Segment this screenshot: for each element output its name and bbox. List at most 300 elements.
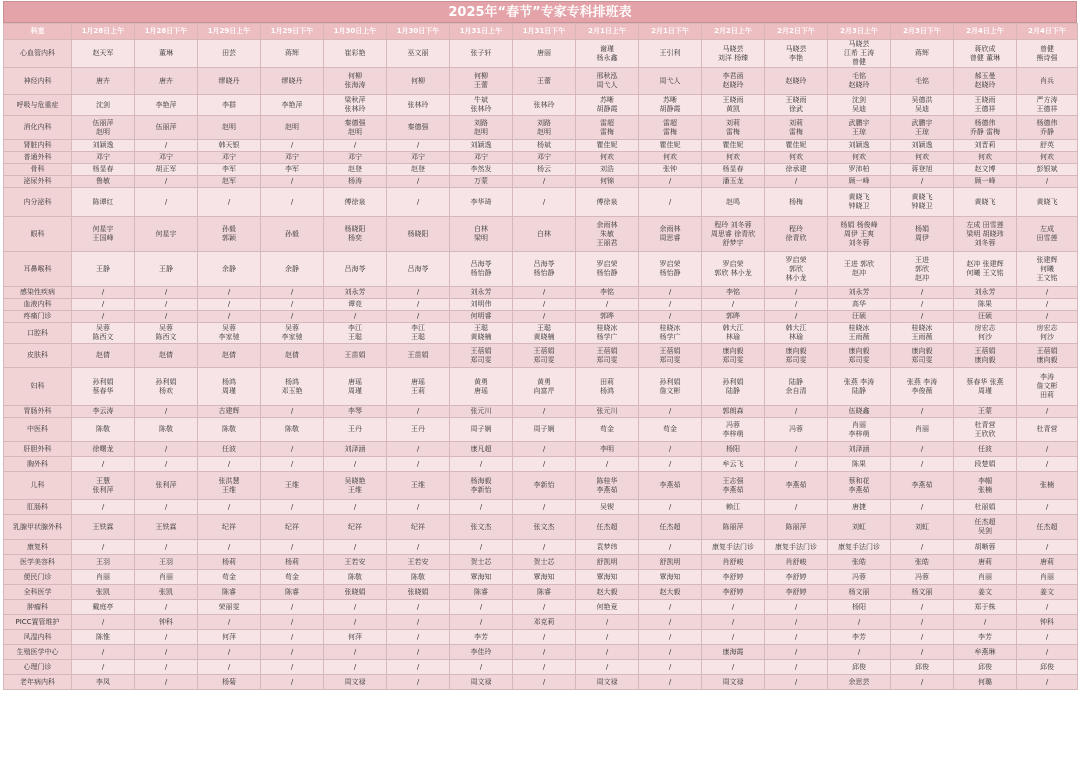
doctor-cell: / bbox=[450, 600, 513, 615]
doctor-cell: 何欢 bbox=[576, 152, 639, 164]
doctor-cell: / bbox=[387, 299, 450, 311]
department-name: 神经内科 bbox=[4, 68, 72, 95]
department-name: 消化内科 bbox=[4, 116, 72, 140]
doctor-cell: 桂晓冰 王雨薇 bbox=[891, 323, 954, 344]
doctor-cell: 邓宁 bbox=[198, 152, 261, 164]
doctor-cell: 邓宁 bbox=[261, 152, 324, 164]
doctor-cell: / bbox=[702, 660, 765, 675]
doctor-cell: / bbox=[765, 311, 828, 323]
sheet-title: 2025年“春节”专家专科排班表 bbox=[3, 1, 1077, 23]
doctor-cell: 韩大江 林瑜 bbox=[765, 323, 828, 344]
doctor-cell: / bbox=[891, 630, 954, 645]
doctor-cell: 李新怡 bbox=[513, 472, 576, 500]
doctor-cell: 唐丽 bbox=[513, 40, 576, 68]
doctor-cell: 李华琦 bbox=[450, 188, 513, 217]
doctor-cell: 秦德强 bbox=[387, 116, 450, 140]
doctor-cell: 苟金 bbox=[576, 418, 639, 442]
doctor-cell: 赵倩 bbox=[72, 344, 135, 368]
doctor-cell: 唐捷 bbox=[828, 500, 891, 515]
doctor-cell: 周弋人 bbox=[639, 68, 702, 95]
doctor-cell: / bbox=[513, 675, 576, 690]
department-name: 心理门诊 bbox=[4, 660, 72, 675]
department-name: 老年病内科 bbox=[4, 675, 72, 690]
doctor-cell: / bbox=[639, 660, 702, 675]
doctor-cell: 袁梦纬 bbox=[576, 540, 639, 555]
column-header-session: 2月3日上午 bbox=[828, 24, 891, 40]
doctor-cell: 刘路 赵明 bbox=[450, 116, 513, 140]
doctor-cell: 杨菊 bbox=[198, 675, 261, 690]
department-name: 风湿内科 bbox=[4, 630, 72, 645]
doctor-cell: / bbox=[261, 457, 324, 472]
table-row bbox=[4, 116, 1078, 140]
doctor-cell: 张皓 bbox=[828, 555, 891, 570]
doctor-cell: 何欢 bbox=[639, 152, 702, 164]
table-row bbox=[4, 140, 1078, 152]
department-name: 胃肠外科 bbox=[4, 406, 72, 418]
doctor-cell: 王蕾 bbox=[513, 68, 576, 95]
doctor-cell: / bbox=[513, 540, 576, 555]
doctor-cell: 戴庭亭 bbox=[72, 600, 135, 615]
doctor-cell: / bbox=[891, 311, 954, 323]
doctor-cell: 舒凯明 bbox=[639, 555, 702, 570]
doctor-cell: 康向毅 郑司雯 bbox=[828, 344, 891, 368]
table-row bbox=[4, 600, 1078, 615]
table-row bbox=[4, 176, 1078, 188]
doctor-cell: 黄勇 向富芹 bbox=[513, 368, 576, 406]
doctor-cell: 赵倩 bbox=[135, 344, 198, 368]
doctor-cell: 李凤 bbox=[72, 675, 135, 690]
doctor-cell: 刘路 赵明 bbox=[513, 116, 576, 140]
doctor-cell: 何星宇 bbox=[135, 217, 198, 252]
doctor-cell: 苟金 bbox=[198, 570, 261, 585]
doctor-cell: 蒋辉 bbox=[261, 40, 324, 68]
doctor-cell: 余静 bbox=[261, 252, 324, 287]
doctor-cell: 赵天军 bbox=[72, 40, 135, 68]
doctor-cell: / bbox=[891, 600, 954, 615]
table-row bbox=[4, 500, 1078, 515]
doctor-cell: 张元川 bbox=[576, 406, 639, 418]
doctor-cell: 覃海知 bbox=[639, 570, 702, 585]
doctor-cell: / bbox=[261, 299, 324, 311]
doctor-cell: / bbox=[387, 645, 450, 660]
doctor-cell: 赵冲 张建辉 何曦 王文铭 bbox=[954, 252, 1017, 287]
doctor-cell: / bbox=[198, 645, 261, 660]
table-row bbox=[4, 645, 1078, 660]
doctor-cell: / bbox=[513, 457, 576, 472]
doctor-cell: 赖江 bbox=[702, 500, 765, 515]
doctor-cell: / bbox=[387, 188, 450, 217]
doctor-cell: 王维 bbox=[261, 472, 324, 500]
doctor-cell: 王铁霖 bbox=[135, 515, 198, 540]
column-header-session: 1月31日下午 bbox=[513, 24, 576, 40]
doctor-cell: / bbox=[72, 645, 135, 660]
doctor-cell: 赵明 bbox=[261, 116, 324, 140]
column-header-session: 1月30日下午 bbox=[387, 24, 450, 40]
doctor-cell: / bbox=[198, 188, 261, 217]
doctor-cell: 蒋登旭 bbox=[891, 164, 954, 176]
doctor-cell: 伍丽萍 赵明 bbox=[72, 116, 135, 140]
doctor-cell: 吴蓉 李家驰 bbox=[261, 323, 324, 344]
doctor-cell: 汪硕 bbox=[954, 311, 1017, 323]
doctor-cell: 邱俊 bbox=[891, 660, 954, 675]
department-name: 肛肠科 bbox=[4, 500, 72, 515]
doctor-cell: 李帼 张楠 bbox=[954, 472, 1017, 500]
table-row bbox=[4, 344, 1078, 368]
doctor-cell: 瞿佳妮 bbox=[639, 140, 702, 152]
department-name: 儿科 bbox=[4, 472, 72, 500]
department-name: 肝胆外科 bbox=[4, 442, 72, 457]
table-row bbox=[4, 570, 1078, 585]
doctor-cell: 吕海苓 杨怡静 bbox=[450, 252, 513, 287]
doctor-cell: 康复手法门诊 bbox=[828, 540, 891, 555]
doctor-cell: / bbox=[324, 600, 387, 615]
doctor-cell: 张钟 bbox=[639, 164, 702, 176]
doctor-cell: 王蓓娟 郑司雯 bbox=[513, 344, 576, 368]
doctor-cell: 韩大江 林瑜 bbox=[702, 323, 765, 344]
doctor-cell: 邢秋泓 周弋人 bbox=[576, 68, 639, 95]
doctor-cell: 肖丽 bbox=[72, 570, 135, 585]
doctor-cell: 陈敬 bbox=[72, 418, 135, 442]
doctor-cell: / bbox=[954, 615, 1017, 630]
doctor-cell: 刘颖逸 bbox=[828, 140, 891, 152]
schedule-sheet bbox=[3, 1, 1077, 771]
doctor-cell: 刘泽涵 bbox=[828, 442, 891, 457]
doctor-cell: / bbox=[1017, 675, 1078, 690]
doctor-cell: 刘永芳 bbox=[954, 287, 1017, 299]
department-name: 呼吸与危重症 bbox=[4, 95, 72, 116]
doctor-cell: 杜青营 王欣欣 bbox=[954, 418, 1017, 442]
doctor-cell: 杜青营 bbox=[1017, 418, 1078, 442]
doctor-cell: / bbox=[891, 287, 954, 299]
doctor-cell: / bbox=[1017, 630, 1078, 645]
doctor-cell: 雷超 雷梅 bbox=[639, 116, 702, 140]
doctor-cell: 谭竞 bbox=[324, 299, 387, 311]
doctor-cell: 李江 王聪 bbox=[324, 323, 387, 344]
doctor-cell: 左成 田雪莲 bbox=[1017, 217, 1078, 252]
table-row bbox=[4, 188, 1078, 217]
doctor-cell: 周文禄 bbox=[576, 675, 639, 690]
doctor-cell: / bbox=[1017, 645, 1078, 660]
doctor-cell: 康向毅 郑司雯 bbox=[702, 344, 765, 368]
doctor-cell: / bbox=[891, 457, 954, 472]
doctor-cell: 徐曙龙 bbox=[72, 442, 135, 457]
doctor-cell: 李燕茹 bbox=[891, 472, 954, 500]
doctor-cell: 刘莉 雷梅 bbox=[765, 116, 828, 140]
doctor-cell: 吴锲 bbox=[576, 500, 639, 515]
doctor-cell: 孙利娟 蔡春华 bbox=[72, 368, 135, 406]
doctor-cell: 黄勇 唐瑶 bbox=[450, 368, 513, 406]
doctor-cell: 赵登 bbox=[324, 164, 387, 176]
doctor-cell: 唐卉 bbox=[72, 68, 135, 95]
doctor-cell: / bbox=[639, 311, 702, 323]
doctor-cell: 姜文 bbox=[1017, 585, 1078, 600]
doctor-cell: / bbox=[765, 299, 828, 311]
doctor-cell: 万蒙 bbox=[450, 176, 513, 188]
doctor-cell: 刘颖逸 bbox=[450, 140, 513, 152]
doctor-cell: / bbox=[765, 615, 828, 630]
doctor-cell: 赵大毅 bbox=[639, 585, 702, 600]
doctor-cell: 王晓雨 黄凯 bbox=[702, 95, 765, 116]
doctor-cell: 崔彩艳 bbox=[324, 40, 387, 68]
doctor-cell: / bbox=[198, 615, 261, 630]
doctor-cell: 左成 田雪莲 梁明 胡晓玮 刘冬蓉 bbox=[954, 217, 1017, 252]
doctor-cell: 杨莉 bbox=[261, 555, 324, 570]
doctor-cell: / bbox=[639, 287, 702, 299]
doctor-cell: / bbox=[72, 540, 135, 555]
doctor-cell: 陈丽萍 bbox=[765, 515, 828, 540]
doctor-cell: / bbox=[1017, 176, 1078, 188]
doctor-cell: 罗启荣 杨怡静 bbox=[576, 252, 639, 287]
column-header-session: 2月4日上午 bbox=[954, 24, 1017, 40]
doctor-cell: 张子轩 bbox=[450, 40, 513, 68]
doctor-cell: 罗启荣 郭欣 林小龙 bbox=[702, 252, 765, 287]
department-name: 全科医学 bbox=[4, 585, 72, 600]
doctor-cell: / bbox=[198, 287, 261, 299]
doctor-cell: / bbox=[576, 457, 639, 472]
doctor-cell: 张林玲 bbox=[387, 95, 450, 116]
doctor-cell: 黄晓飞 钟晓卫 bbox=[891, 188, 954, 217]
doctor-cell: / bbox=[639, 675, 702, 690]
table-row bbox=[4, 675, 1078, 690]
doctor-cell: / bbox=[702, 600, 765, 615]
department-name: 内分泌科 bbox=[4, 188, 72, 217]
doctor-cell: 冯蓉 bbox=[765, 418, 828, 442]
department-name: 感染性疾病 bbox=[4, 287, 72, 299]
doctor-cell: 李军 bbox=[198, 164, 261, 176]
doctor-cell: 杨德伟 乔静 雷梅 bbox=[954, 116, 1017, 140]
doctor-cell: 李艳萍 bbox=[261, 95, 324, 116]
doctor-cell: / bbox=[513, 645, 576, 660]
doctor-cell: 李舒婷 bbox=[765, 585, 828, 600]
doctor-cell: 康复手法门诊 bbox=[702, 540, 765, 555]
doctor-cell: 赵大毅 bbox=[576, 585, 639, 600]
schedule-table bbox=[3, 23, 1078, 690]
doctor-cell: / bbox=[261, 660, 324, 675]
doctor-cell: 王苗娟 bbox=[387, 344, 450, 368]
doctor-cell: 牛斌 张林玲 bbox=[450, 95, 513, 116]
doctor-cell: / bbox=[891, 442, 954, 457]
column-header-session: 2月2日下午 bbox=[765, 24, 828, 40]
doctor-cell: / bbox=[576, 660, 639, 675]
doctor-cell: 周文禄 bbox=[450, 675, 513, 690]
doctor-cell: 何欢 bbox=[954, 152, 1017, 164]
table-row bbox=[4, 406, 1078, 418]
doctor-cell: / bbox=[387, 442, 450, 457]
doctor-cell: / bbox=[324, 645, 387, 660]
table-row bbox=[4, 40, 1078, 68]
doctor-cell: 蒋辉 bbox=[891, 40, 954, 68]
table-row bbox=[4, 95, 1078, 116]
doctor-cell: / bbox=[261, 615, 324, 630]
doctor-cell: / bbox=[324, 140, 387, 152]
table-row bbox=[4, 660, 1078, 675]
table-row bbox=[4, 287, 1078, 299]
doctor-cell: 王进 郭欣 赵冲 bbox=[891, 252, 954, 287]
doctor-cell: / bbox=[891, 675, 954, 690]
doctor-cell: / bbox=[72, 287, 135, 299]
department-name: 泌尿外科 bbox=[4, 176, 72, 188]
doctor-cell: 罗启荣 杨怡静 bbox=[639, 252, 702, 287]
doctor-cell: / bbox=[1017, 600, 1078, 615]
doctor-cell: / bbox=[387, 675, 450, 690]
department-name: 骨科 bbox=[4, 164, 72, 176]
table-row bbox=[4, 540, 1078, 555]
doctor-cell: 潘玉龙 bbox=[702, 176, 765, 188]
doctor-cell: 赵明 bbox=[198, 116, 261, 140]
doctor-cell: 康向毅 郑司雯 bbox=[765, 344, 828, 368]
doctor-cell: 巫文丽 bbox=[387, 40, 450, 68]
doctor-cell: 蔡和花 李燕茹 bbox=[828, 472, 891, 500]
doctor-cell: 李明 bbox=[576, 442, 639, 457]
table-row bbox=[4, 442, 1078, 457]
department-name: 疼痛门诊 bbox=[4, 311, 72, 323]
doctor-cell: 舒英 bbox=[1017, 140, 1078, 152]
doctor-cell: / bbox=[261, 442, 324, 457]
doctor-cell: 徐承建 bbox=[765, 164, 828, 176]
column-header-session: 2月1日下午 bbox=[639, 24, 702, 40]
doctor-cell: 郭晔 bbox=[576, 311, 639, 323]
doctor-cell: / bbox=[135, 660, 198, 675]
doctor-cell: 郭朗森 bbox=[702, 406, 765, 418]
doctor-cell: 吕海苓 杨怡静 bbox=[513, 252, 576, 287]
doctor-cell: 苟金 bbox=[639, 418, 702, 442]
doctor-cell: / bbox=[1017, 442, 1078, 457]
doctor-cell: 张燕 李涛 陆静 bbox=[828, 368, 891, 406]
doctor-cell: / bbox=[387, 311, 450, 323]
doctor-cell: 李群 bbox=[198, 95, 261, 116]
doctor-cell: 邓宁 bbox=[135, 152, 198, 164]
doctor-cell: / bbox=[135, 600, 198, 615]
doctor-cell: 刘永芳 bbox=[324, 287, 387, 299]
department-name: 中医科 bbox=[4, 418, 72, 442]
doctor-cell: 梁秋萍 张林玲 bbox=[324, 95, 387, 116]
doctor-cell: / bbox=[387, 500, 450, 515]
doctor-cell: / bbox=[261, 500, 324, 515]
doctor-cell: 董琳 bbox=[135, 40, 198, 68]
doctor-cell: 王苗娟 bbox=[324, 344, 387, 368]
doctor-cell: 王静 bbox=[72, 252, 135, 287]
doctor-cell: 李君函 赵晓玲 bbox=[702, 68, 765, 95]
doctor-cell: 邱俊 bbox=[1017, 660, 1078, 675]
doctor-cell: 唐瑶 王莉 bbox=[387, 368, 450, 406]
doctor-cell: 陈果 bbox=[954, 299, 1017, 311]
doctor-cell: / bbox=[639, 500, 702, 515]
doctor-cell: 伍晓鑫 bbox=[828, 406, 891, 418]
doctor-cell: / bbox=[891, 299, 954, 311]
doctor-cell: 张凯 bbox=[72, 585, 135, 600]
doctor-cell: / bbox=[135, 457, 198, 472]
doctor-cell: 李涛 詹文彬 田莉 bbox=[1017, 368, 1078, 406]
doctor-cell: 覃海知 bbox=[450, 570, 513, 585]
doctor-cell: 杨鸿 邓玉艳 bbox=[261, 368, 324, 406]
doctor-cell: / bbox=[639, 630, 702, 645]
doctor-cell: 张文杰 bbox=[513, 515, 576, 540]
doctor-cell: / bbox=[387, 406, 450, 418]
doctor-cell: 邓宁 bbox=[513, 152, 576, 164]
doctor-cell: / bbox=[513, 299, 576, 311]
doctor-cell: 杨阳 bbox=[828, 600, 891, 615]
doctor-cell: 李燕茹 bbox=[639, 472, 702, 500]
doctor-cell: / bbox=[135, 140, 198, 152]
doctor-cell: 何柳 王蕾 bbox=[450, 68, 513, 95]
doctor-cell: 胡晰蓉 bbox=[954, 540, 1017, 555]
doctor-cell: 肖舒峻 bbox=[702, 555, 765, 570]
doctor-cell: 瞿佳妮 bbox=[702, 140, 765, 152]
doctor-cell: 何欢 bbox=[828, 152, 891, 164]
doctor-cell: 杨娟 周伊 bbox=[891, 217, 954, 252]
doctor-cell: 秦德强 赵明 bbox=[324, 116, 387, 140]
doctor-cell: 陈敬 bbox=[387, 570, 450, 585]
doctor-cell: 刘虹 bbox=[828, 515, 891, 540]
schedule-body bbox=[4, 40, 1078, 690]
doctor-cell: 唐瑶 周瑾 bbox=[324, 368, 387, 406]
doctor-cell: / bbox=[1017, 299, 1078, 311]
column-header-session: 1月29日上午 bbox=[198, 24, 261, 40]
doctor-cell: 杨梅 bbox=[765, 188, 828, 217]
doctor-cell: 张楠 bbox=[1017, 472, 1078, 500]
doctor-cell: 李芳 bbox=[450, 630, 513, 645]
doctor-cell: 李军 bbox=[261, 164, 324, 176]
doctor-cell: 王静 bbox=[135, 252, 198, 287]
doctor-cell: 杨莉 bbox=[198, 555, 261, 570]
doctor-cell: 陈睿 bbox=[198, 585, 261, 600]
doctor-cell: 杨显春 bbox=[702, 164, 765, 176]
doctor-cell: 王志强 李燕茹 bbox=[702, 472, 765, 500]
table-row bbox=[4, 585, 1078, 600]
doctor-cell: 覃海知 bbox=[576, 570, 639, 585]
doctor-cell: 郑于株 bbox=[954, 600, 1017, 615]
doctor-cell: 白林 bbox=[513, 217, 576, 252]
doctor-cell: / bbox=[450, 660, 513, 675]
doctor-cell: 钟科 bbox=[1017, 615, 1078, 630]
doctor-cell: / bbox=[324, 311, 387, 323]
doctor-cell: 胡正军 bbox=[135, 164, 198, 176]
doctor-cell: 黄晓飞 bbox=[1017, 188, 1078, 217]
doctor-cell: 邓宁 bbox=[450, 152, 513, 164]
doctor-cell: 赵登 bbox=[387, 164, 450, 176]
doctor-cell: 唐莉 bbox=[1017, 555, 1078, 570]
doctor-cell: / bbox=[261, 540, 324, 555]
doctor-cell: / bbox=[261, 311, 324, 323]
doctor-cell: / bbox=[513, 500, 576, 515]
doctor-cell: / bbox=[513, 630, 576, 645]
doctor-cell: / bbox=[639, 645, 702, 660]
doctor-cell: 陈敬 bbox=[261, 418, 324, 442]
doctor-cell: / bbox=[765, 675, 828, 690]
doctor-cell: 杨文丽 bbox=[828, 585, 891, 600]
doctor-cell: 刘颖逸 bbox=[891, 140, 954, 152]
doctor-cell: 苟金 bbox=[261, 570, 324, 585]
doctor-cell: 刘永芳 bbox=[828, 287, 891, 299]
table-row bbox=[4, 515, 1078, 540]
doctor-cell: / bbox=[576, 299, 639, 311]
doctor-cell: 肖丽 bbox=[1017, 570, 1078, 585]
doctor-cell: 王羽 bbox=[135, 555, 198, 570]
table-row bbox=[4, 555, 1078, 570]
doctor-cell: 刘莉 雷梅 bbox=[702, 116, 765, 140]
doctor-cell: 任杰超 吴剑 bbox=[954, 515, 1017, 540]
doctor-cell: / bbox=[72, 660, 135, 675]
doctor-cell: / bbox=[765, 645, 828, 660]
doctor-cell: / bbox=[261, 406, 324, 418]
doctor-cell: 王蓓娟 康向毅 bbox=[1017, 344, 1078, 368]
doctor-cell: 程玲 刘冬蓉 周思睿 徐青欣 舒梦宇 bbox=[702, 217, 765, 252]
doctor-cell: 杨阳 bbox=[702, 442, 765, 457]
doctor-cell: / bbox=[135, 500, 198, 515]
doctor-cell: 纪祥 bbox=[387, 515, 450, 540]
doctor-cell: / bbox=[261, 287, 324, 299]
doctor-cell: 陈睿 bbox=[261, 585, 324, 600]
